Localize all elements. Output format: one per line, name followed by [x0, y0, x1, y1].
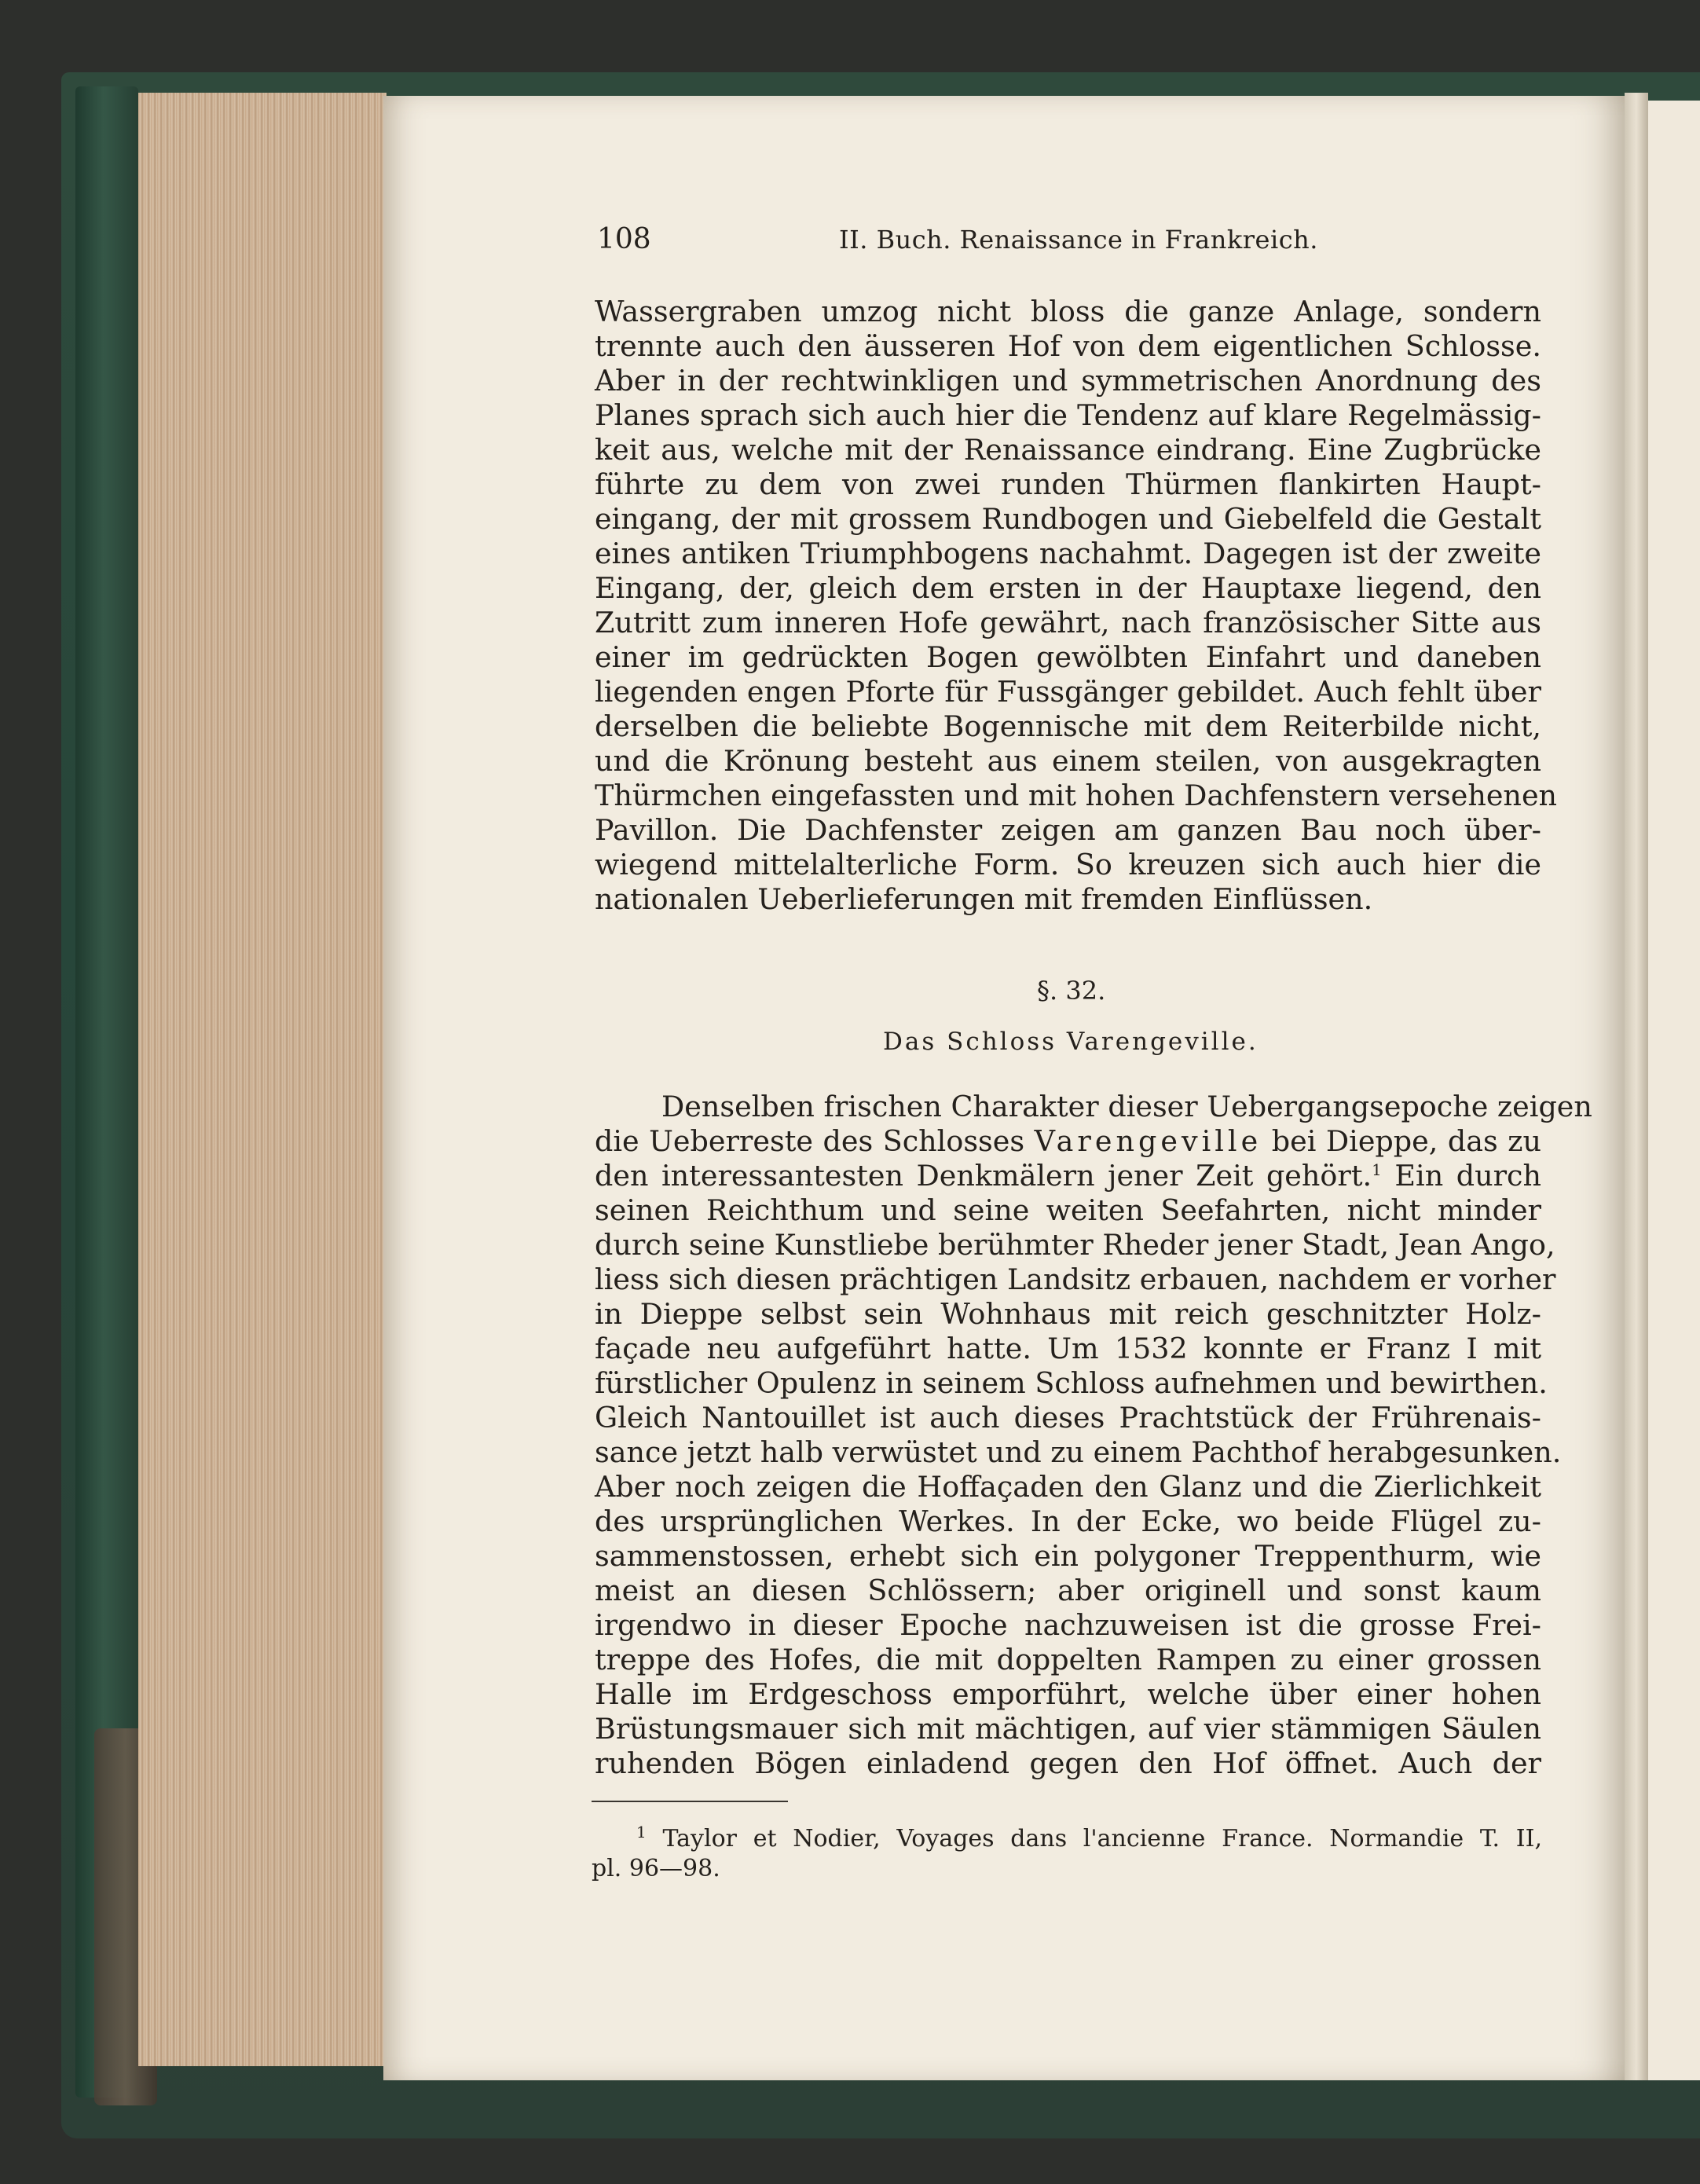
footnote-line — [636, 1824, 1542, 1854]
text-line: in Dieppe selbst sein Wohnhaus mit reich geschnitzter Holz- — [595, 1297, 1541, 1331]
text-line: Halle im Erdgeschoss emporführt, welche über einer hohen — [595, 1677, 1541, 1711]
text-line: nationalen Ueberlieferungen mit fremden Einflüssen. — [595, 882, 1373, 916]
text-line: irgendwo in dieser Epoche nachzuweisen ist die grosse Frei- — [595, 1608, 1541, 1642]
text-line: Brüstungsmauer sich mit mächtigen, auf vier stämmigen Säulen — [595, 1712, 1541, 1746]
footnote-line: pl. 96—98. — [592, 1855, 720, 1882]
text-line: façade neu aufgeführt hatte. Um 1532 konnte er Franz I mit — [595, 1332, 1541, 1365]
text-line: liegenden engen Pforte für Fussgänger gebildet. Auch fehlt über — [595, 675, 1541, 709]
text-line: Zutritt zum inneren Hofe gewährt, nach französischer Sitte aus — [595, 606, 1541, 639]
text-line — [595, 1159, 1541, 1193]
facing-page-edge — [1648, 101, 1700, 2080]
text-line: Planes sprach sich auch hier die Tendenz auf klare Regelmässig- — [595, 398, 1541, 432]
footnote-marker: 1 — [636, 1823, 647, 1841]
text-line: führte zu dem von zwei runden Thürmen flankirten Haupt- — [595, 467, 1541, 501]
text-span: bei Dieppe, das zu — [1262, 1124, 1541, 1158]
text-line: Thürmchen eingefassten und mit hohen Dachfenstern versehenen — [595, 779, 1558, 812]
text-line: eines antiken Triumphbogens nachahmt. Dagegen ist der zweite — [595, 537, 1541, 570]
footnote-ref: 1 — [1372, 1160, 1382, 1179]
running-title: II. Buch. Renaissance in Frankreich. — [839, 225, 1318, 255]
text-line: ruhenden Bögen einladend gegen den Hof öffnet. Auch der — [595, 1746, 1541, 1780]
text-line: einer im gedrückten Bogen gewölbten Einfahrt und daneben — [595, 640, 1541, 674]
text-line: fürstlicher Opulenz in seinem Schloss aufnehmen und bewirthen. — [595, 1366, 1548, 1400]
text-line — [595, 1124, 1541, 1159]
section-title: Das Schloss Varengeville. — [883, 1028, 1259, 1056]
text-line: Aber noch zeigen die Hoffaçaden den Glanz und die Zierlichkeit — [595, 1470, 1541, 1504]
place-name-spaced: Varengeville — [1034, 1124, 1262, 1158]
text-span: die Ueberreste des Schlosses — [595, 1124, 1035, 1158]
text-line: sammenstossen, erhebt sich ein polygoner Treppenthurm, wie — [595, 1539, 1541, 1573]
text-line: durch seine Kunstliebe berühmter Rheder jener Stadt, Jean Ango, — [595, 1228, 1555, 1262]
text-line: eingang, der mit grossem Rundbogen und Giebelfeld die Gestalt — [595, 502, 1541, 536]
text-line: wiegend mittelalterliche Form. So kreuzen sich auch hier die — [595, 848, 1541, 881]
text-span: Ein durch — [1381, 1159, 1541, 1193]
page-edges — [138, 93, 387, 2066]
text-line: und die Krönung besteht aus einem steilen, von ausgekragten — [595, 744, 1541, 778]
text-line: Aber in der rechtwinkligen und symmetrischen Anordnung des — [595, 364, 1541, 398]
gutter — [1625, 93, 1648, 2080]
text-line: Pavillon. Die Dachfenster zeigen am ganzen Bau noch über- — [595, 813, 1541, 847]
text-line: Eingang, der, gleich dem ersten in der Hauptaxe liegend, den — [595, 571, 1541, 605]
page-number: 108 — [597, 223, 651, 255]
text-line: sance jetzt halb verwüstet und zu einem Pachthof herabgesunken. — [595, 1435, 1562, 1469]
text-line: trennte auch den äusseren Hof von dem eigentlichen Schlosse. — [595, 329, 1541, 363]
footnote-divider — [592, 1801, 788, 1802]
footnote-text: Taylor et Nodier, Voyages dans l'ancienne France. Normandie T. II, — [646, 1825, 1542, 1852]
text-line: liess sich diesen prächtigen Landsitz erbauen, nachdem er vorher — [595, 1262, 1556, 1296]
section-number: §. 32. — [1037, 976, 1106, 1006]
text-line: treppe des Hofes, die mit doppelten Rampen zu einer grossen — [595, 1643, 1541, 1676]
text-line: Denselben frischen Charakter dieser Uebergangsepoche zeigen — [661, 1090, 1592, 1123]
text-line: Gleich Nantouillet ist auch dieses Prachtstück der Frührenais- — [595, 1401, 1541, 1435]
text-line: derselben die beliebte Bogennische mit dem Reiterbilde nicht, — [595, 709, 1541, 743]
text-line: keit aus, welche mit der Renaissance eindrang. Eine Zugbrücke — [595, 433, 1541, 467]
text-line: des ursprünglichen Werkes. In der Ecke, wo beide Flügel zu- — [595, 1504, 1541, 1538]
text-line: meist an diesen Schlössern; aber originell und sonst kaum — [595, 1574, 1541, 1607]
text-span: den interessantesten Denkmälern jener Zeit gehört. — [595, 1159, 1372, 1193]
text-line: Wassergraben umzog nicht bloss die ganze Anlage, sondern — [595, 295, 1541, 328]
text-line: seinen Reichthum und seine weiten Seefahrten, nicht minder — [595, 1193, 1541, 1227]
